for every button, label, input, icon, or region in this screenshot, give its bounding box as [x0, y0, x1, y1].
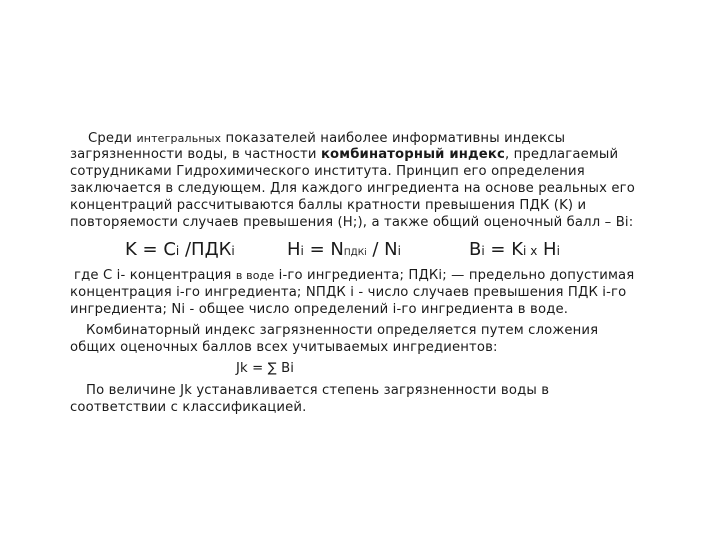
paragraph-intro-line-6: повторяемости случаев превышения (H;), а также общий оценочный балл – Bi: — [70, 215, 634, 230]
text-run: Среди — [88, 131, 137, 146]
paragraph-combinatorial-line-1: Комбинаторный индекс загрязненности определяется путем сложения — [86, 323, 599, 338]
paragraph-combinatorial-line-2: общих оценочных баллов всех учитываемых ингредиентов: — [70, 340, 498, 355]
paragraph-intro-line-4: заключается в следующем. Для каждого ингредиента на основе реальных его — [70, 181, 635, 196]
sum-formula: Jk = ∑ Bi — [236, 361, 295, 376]
paragraph-intro-line-5: концентраций рассчитываются баллы кратности превышения ПДК (K) и — [70, 198, 587, 213]
formula-k: K = Ci /ПДКi — [125, 239, 235, 260]
formula-b: Bi = Ki x Hi — [469, 239, 560, 260]
text-run-small: интегральных — [136, 132, 222, 145]
text-run-small: в воде — [235, 269, 275, 282]
text-run: , предлагаемый — [504, 147, 619, 162]
paragraph-classification-line-1: По величине Jk устанавливается степень загрязненности воды в — [86, 383, 550, 398]
paragraph-intro-line-3: сотрудниками Гидрохимического института. Принцип его определения — [70, 164, 585, 179]
paragraph-classification-line-2: соответствии с классификацией. — [70, 400, 307, 415]
paragraph-intro-line-1 — [88, 131, 565, 147]
paragraph-definitions-line-2: концентрация i-го ингредиента; NПДК i - число случаев превышения ПДК i-го — [70, 285, 627, 300]
text-run: загрязненности воды, в частности — [70, 147, 321, 162]
text-run: показателей наиболее информативны индексы — [221, 131, 566, 146]
text-run: где С i- концентрация — [74, 268, 236, 283]
formula-row — [0, 239, 720, 265]
paragraph-definitions-line-1 — [74, 268, 634, 284]
bold-term: комбинаторный индекс — [320, 147, 505, 162]
text-run: i-го ингредиента; ПДКi; — предельно допустимая — [274, 268, 635, 283]
paragraph-intro-line-2 — [70, 147, 618, 163]
paragraph-definitions-line-3: ингредиента; Ni - общее число определений i-го ингредиента в воде. — [70, 302, 569, 317]
formula-h: Hi = NПДКi / Ni — [287, 239, 401, 260]
